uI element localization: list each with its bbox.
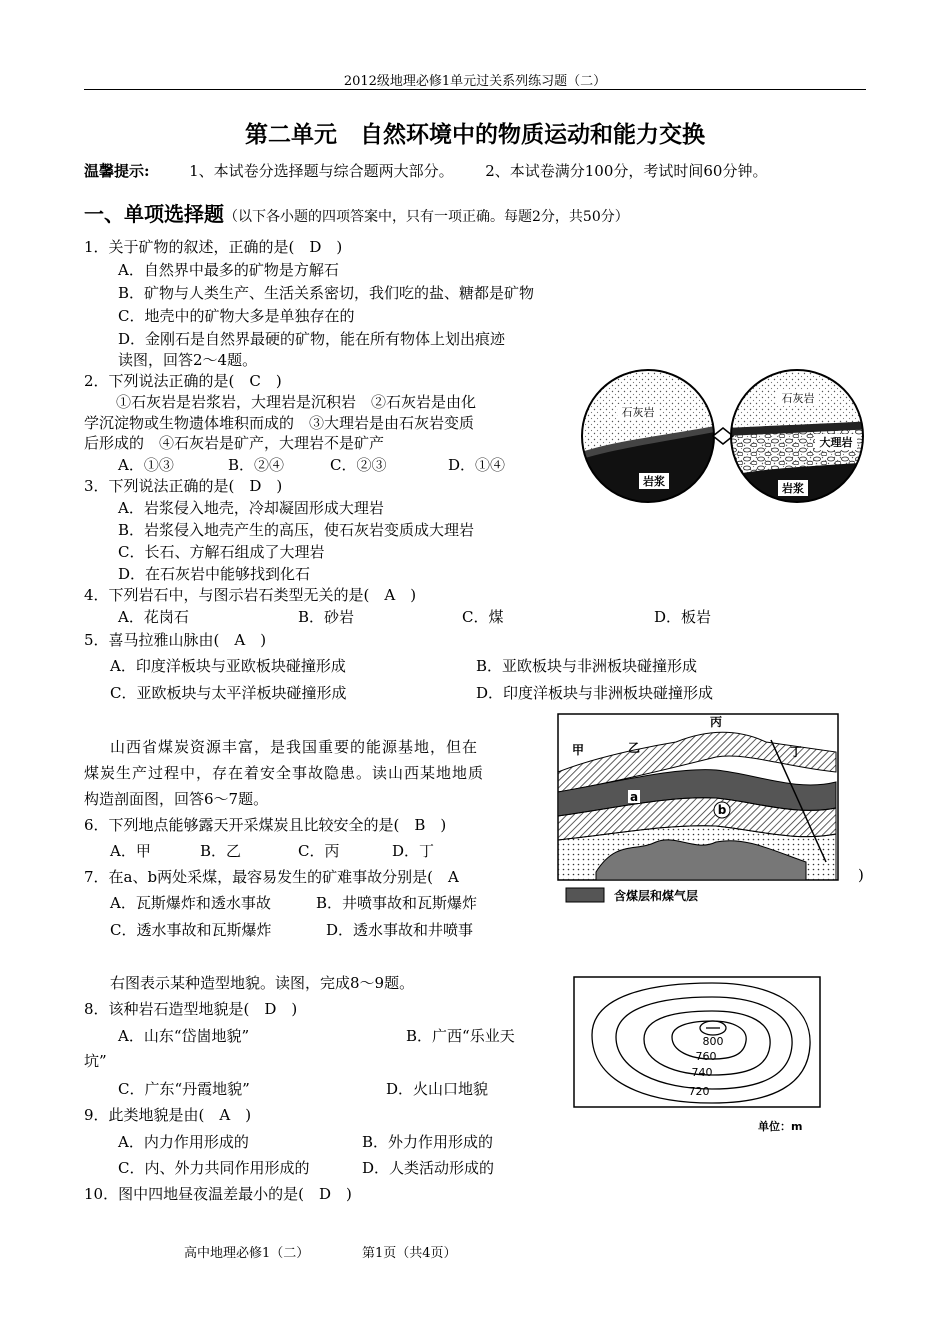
tips-line	[84, 160, 767, 181]
q6-stem: 6．下列地点能够露天开采煤炭且比较安全的是( B )	[84, 816, 447, 834]
right-magma-label: 岩浆	[782, 482, 804, 495]
q7-close-paren: )	[858, 866, 864, 884]
q4-stem: 4．下列岩石中，与图示岩石类型无关的是( A )	[84, 586, 417, 604]
q6-option-a: A．甲	[110, 842, 151, 860]
q7-stem: 7．在a、b两处采煤，最容易发生的矿难事故分别是( A	[84, 868, 459, 886]
q1-option-d: D．金刚石是自然界最硬的矿物，能在所有物体上划出痕迹	[118, 330, 506, 348]
q1-option-b: B．矿物与人类生产、生活关系密切，我们吃的盐、糖都是矿物	[118, 284, 535, 302]
q10-stem: 10．图中四地昼夜温差最小的是( D )	[84, 1185, 352, 1203]
label-a: a	[629, 790, 639, 804]
tips-label: 温馨提示:	[84, 162, 150, 180]
q4-option-d: D．板岩	[654, 608, 712, 626]
q4-option-c: C．煤	[462, 608, 504, 626]
header-rule	[84, 89, 866, 90]
section-title: 一、单项选择题	[84, 202, 224, 226]
contour-740: 740	[691, 1066, 713, 1079]
left-limestone-label: 石灰岩	[621, 406, 655, 419]
q9-stem: 9．此类地貌是由( A )	[84, 1106, 252, 1124]
q5-option-d: D．印度洋板块与非洲板块碰撞形成	[476, 684, 714, 702]
contour-800: 800	[702, 1035, 724, 1048]
q1-stem: 1．关于矿物的叙述，正确的是( D )	[84, 238, 343, 256]
q4-option-b: B．砂岩	[298, 608, 355, 626]
q8-stem: 8．该种岩石造型地貌是( D )	[84, 1000, 298, 1018]
q9-option-a: A．内力作用形成的	[118, 1133, 249, 1151]
q2-line-2: 学沉淀物或生物遗体堆积而成的 ③大理岩是由石灰岩变质	[84, 414, 475, 432]
contour-map-figure	[572, 975, 828, 1135]
q9-option-d: D．人类活动形成的	[362, 1159, 495, 1177]
q7-option-b: B．井喷事故和瓦斯爆炸	[316, 894, 478, 912]
contour-760: 760	[695, 1050, 717, 1063]
q7-option-d: D．透水事故和井喷事	[326, 921, 474, 939]
q3-option-b: B．岩浆侵入地壳产生的高压，使石灰岩变质成大理岩	[118, 521, 475, 539]
footer-page: 第1页（共4页）	[362, 1246, 457, 1261]
q9-option-c: C．内、外力共同作用形成的	[118, 1159, 310, 1177]
lead-6-7-line-1: 山西省煤炭资源丰富，是我国重要的能源基地，但在	[110, 738, 479, 756]
q3-stem: 3．下列说法正确的是( D )	[84, 477, 283, 495]
q5-option-b: B．亚欧板块与非洲板块碰撞形成	[476, 657, 698, 675]
q2-option-a: A．①③	[118, 456, 174, 474]
label-bing: 丙	[709, 715, 723, 729]
left-magma-label: 岩浆	[643, 475, 665, 488]
q8-option-b-cont: 坑”	[84, 1052, 107, 1070]
section-heading	[84, 198, 629, 227]
q8-option-c: C．广东“丹霞地貌”	[118, 1080, 250, 1098]
q7-option-c: C．透水事故和瓦斯爆炸	[110, 921, 272, 939]
q1-option-a: A．自然界中最多的矿物是方解石	[118, 261, 339, 279]
tips-item-2: 2、本试卷满分100分，考试时间60分钟。	[485, 162, 768, 180]
q2-option-c: C．②③	[330, 456, 387, 474]
q6-option-c: C．丙	[298, 842, 340, 860]
page-header: 2012级地理必修1单元过关系列练习题（二）	[343, 74, 607, 89]
label-jia: 甲	[572, 743, 585, 757]
label-b: b	[717, 803, 727, 817]
label-yi: 乙	[628, 741, 641, 755]
q5-option-a: A．印度洋板块与亚欧板块碰撞形成	[110, 657, 346, 675]
q3-option-d: D．在石灰岩中能够找到化石	[118, 565, 311, 583]
q7-option-a: A．瓦斯爆炸和透水事故	[110, 894, 271, 912]
rock-transformation-figure	[575, 366, 875, 506]
q8-option-a: A．山东“岱崮地貌”	[118, 1027, 250, 1045]
q6-option-b: B．乙	[200, 842, 242, 860]
lead-6-7-line-2: 煤炭生产过程中，存在着安全事故隐患。读山西某地地质	[84, 764, 485, 782]
geological-section-figure	[556, 712, 842, 910]
q1-option-c: C．地壳中的矿物大多是单独存在的	[118, 307, 355, 325]
q3-option-a: A．岩浆侵入地壳，冷却凝固形成大理岩	[118, 499, 384, 517]
q8-option-d: D．火山口地貌	[386, 1080, 489, 1098]
legend-swatch	[566, 888, 604, 902]
right-marble-label: 大理岩	[819, 436, 853, 449]
q5-stem: 5．喜马拉雅山脉由( A )	[84, 631, 267, 649]
page-title: 第二单元 自然环境中的物质运动和能力交换	[245, 122, 705, 148]
lead-8-9: 右图表示某种造型地貌。读图，完成8～9题。	[110, 974, 415, 992]
contour-unit-label: 单位：m	[758, 1120, 803, 1133]
q2-stem: 2．下列说法正确的是( C )	[84, 372, 282, 390]
right-limestone-label: 石灰岩	[781, 392, 815, 405]
q2-line-3: 后形成的 ④石灰岩是矿产，大理岩不是矿产	[84, 434, 385, 452]
q2-option-b: B．②④	[228, 456, 285, 474]
contour-720: 720	[688, 1085, 710, 1098]
q4-option-a: A．花岗石	[118, 608, 189, 626]
q5-option-c: C．亚欧板块与太平洋板块碰撞形成	[110, 684, 347, 702]
q8-option-b: B．广西“乐业天	[406, 1027, 515, 1045]
q6-option-d: D．丁	[392, 842, 435, 860]
lead-6-7-line-3: 构造剖面图，回答6～7题。	[84, 790, 269, 808]
q3-option-c: C．长石、方解石组成了大理岩	[118, 543, 325, 561]
lead-2-4: 读图，回答2～4题。	[118, 351, 258, 369]
q9-option-b: B．外力作用形成的	[362, 1133, 494, 1151]
footer-course: 高中地理必修1（二）	[184, 1246, 310, 1261]
q2-line-1: ①石灰岩是岩浆岩，大理岩是沉积岩 ②石灰岩是由化	[116, 393, 477, 411]
tips-item-1: 1、本试卷分选择题与综合题两大部分。	[189, 162, 454, 180]
section-note: （以下各小题的四项答案中，只有一项正确。每题2分，共50分）	[224, 209, 629, 225]
q2-option-d: D．①④	[448, 456, 506, 474]
legend-label: 含煤层和煤气层	[614, 889, 699, 903]
label-ding: 丁	[790, 745, 803, 759]
